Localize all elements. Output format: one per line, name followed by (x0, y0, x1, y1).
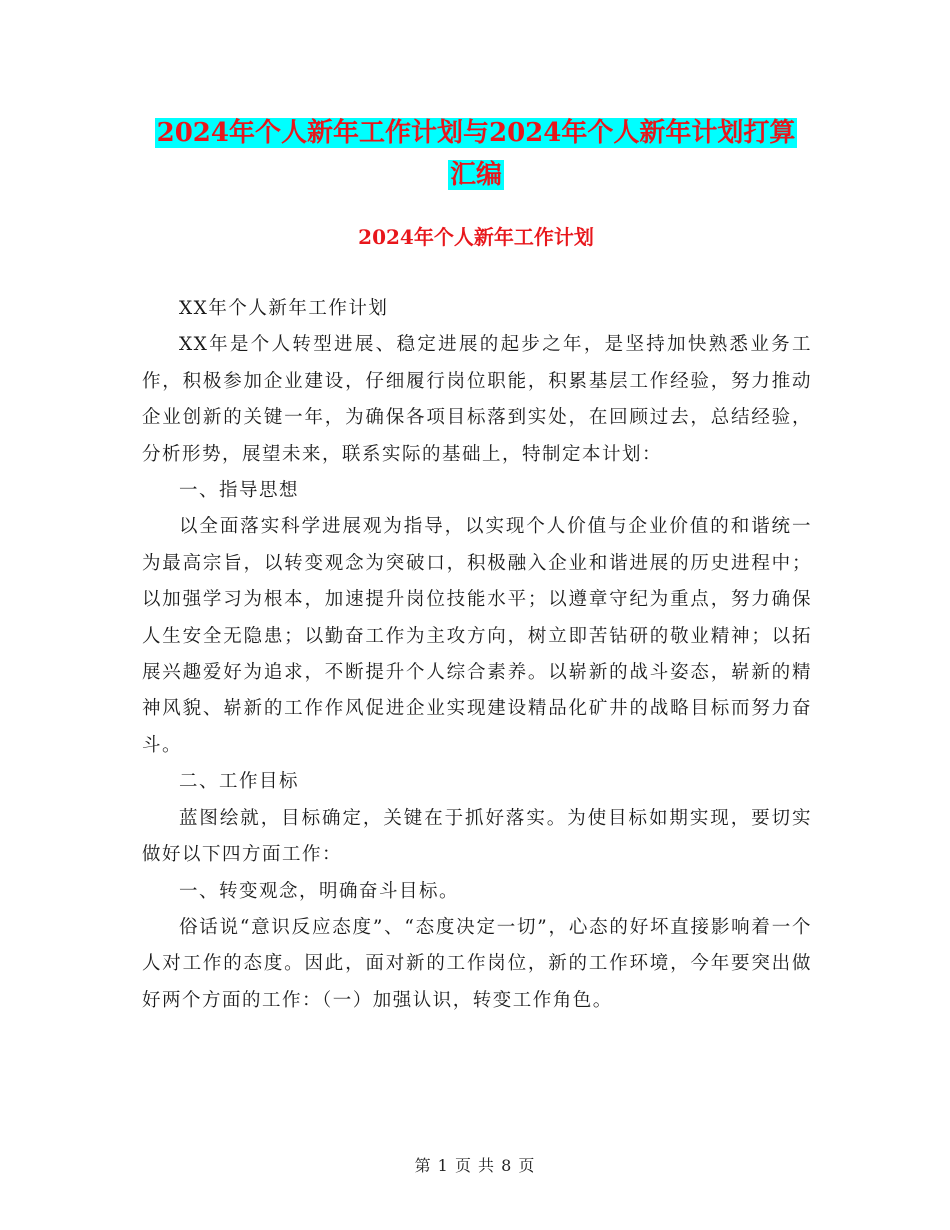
document-title-line-1: 2024年个人新年工作计划与2024年个人新年计划打算 (156, 118, 796, 148)
page-footer: 第 1 页 共 8 页 (414, 1156, 536, 1175)
document-title-line-2: 汇编 (449, 160, 502, 190)
paragraph-intro: XX年是个人转型进展、稳定进展的起步之年，是坚持加快熟悉业务工作，积极参加企业建设，仔细履行岗位职能，积累基层工作经验，努力推动企业创新的关键一年，为确保各项目标落到实处，在回顾过去，总结经验，分析形势，展望未来，联系实际的基础上，特制定本计划： (142, 334, 812, 465)
paragraph-change-concepts: 俗话说“意识反应态度”、“态度决定一切”，心态的好坏直接影响着一个人对工作的态度。因此，面对新的工作岗位，新的工作环境，今年要突出做好两个方面的工作：（一）加强认识，转变工作角色。 (142, 916, 812, 1011)
paragraph-guiding-ideology: 以全面落实科学进展观为指导，以实现个人价值与企业价值的和谐统一为最高宗旨，以转变观念为突破口，积极融入企业和谐进展的历史进程中；以加强学习为根本，加速提升岗位技能水平；以遵章守纪为重点，努力确保人生安全无隐患；以勤奋工作为主攻方向，树立即苦钻研的敬业精神；以拓展兴趣爱好为追求，不断提升个人综合素养。以崭新的战斗姿态，崭新的精神风貌、崭新的工作作风促进企业实现建设精品化矿井的战略目标而努力奋斗。 (142, 516, 812, 756)
heading-change-concepts: 一、转变观念，明确奋斗目标。 (179, 880, 460, 902)
heading-work-goals: 二、工作目标 (179, 771, 300, 793)
document-body (142, 291, 812, 1019)
paragraph-work-goals: 蓝图绘就，目标确定，关键在于抓好落实。为使目标如期实现，要切实做好以下四方面工作： (142, 807, 812, 866)
heading-guiding-ideology: 一、指导思想 (179, 480, 300, 502)
section-title: 2024年个人新年工作计划 (358, 225, 594, 249)
document-title (140, 112, 812, 196)
paragraph-subtitle: XX年个人新年工作计划 (179, 298, 389, 319)
